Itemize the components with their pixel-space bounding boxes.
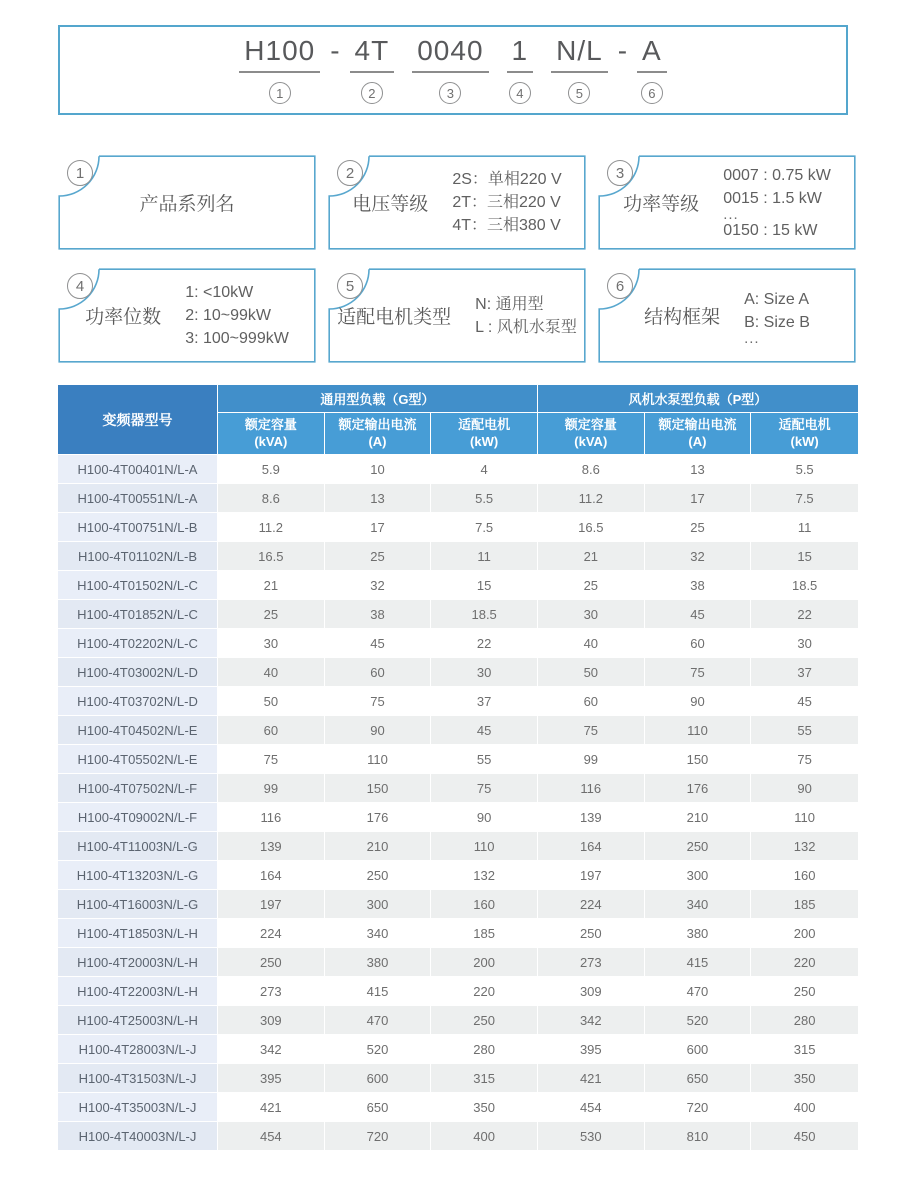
value-cell: 395: [538, 1035, 645, 1064]
value-cell: 300: [325, 890, 432, 919]
value-cell: 90: [431, 803, 538, 832]
model-cell: H100-4T11003N/L-G: [58, 832, 218, 861]
value-cell: 21: [538, 542, 645, 571]
callout-content: [332, 272, 582, 359]
circled-number-icon: 4: [67, 273, 93, 299]
value-cell: 340: [645, 890, 752, 919]
circled-number-icon: 2: [337, 160, 363, 186]
value-cell: 176: [645, 774, 752, 803]
value-cell: 720: [645, 1093, 752, 1122]
code-segment-A: [637, 36, 667, 104]
model-column-header: 变频器型号: [58, 385, 218, 455]
value-cell: 90: [645, 687, 752, 716]
model-cell: H100-4T31503N/L-J: [58, 1064, 218, 1093]
value-cell: 11: [751, 513, 858, 542]
value-cell: 395: [218, 1064, 325, 1093]
callout-content: [332, 159, 582, 246]
callout-values: [723, 164, 831, 242]
callout-content: [602, 272, 852, 359]
model-cell: H100-4T00401N/L-A: [58, 455, 218, 484]
value-cell: 5.9: [218, 455, 325, 484]
model-cell: H100-4T16003N/L-G: [58, 890, 218, 919]
value-cell: 224: [538, 890, 645, 919]
value-cell: 342: [538, 1006, 645, 1035]
value-cell: 30: [431, 658, 538, 687]
value-cell: 400: [431, 1122, 538, 1151]
value-cell: 220: [751, 948, 858, 977]
circled-number-icon: 1: [269, 82, 291, 104]
value-cell: 75: [431, 774, 538, 803]
value-cell: 45: [431, 716, 538, 745]
value-cell: 450: [751, 1122, 858, 1151]
value-cell: 139: [538, 803, 645, 832]
callout-box-2: [328, 155, 586, 250]
group-header-p: 风机水泵型负载（P型）: [538, 385, 858, 413]
model-code: [230, 36, 675, 104]
value-cell: 400: [751, 1093, 858, 1122]
callout-value: ...: [744, 330, 760, 347]
table-row: [58, 890, 858, 919]
value-cell: 18.5: [431, 600, 538, 629]
value-cell: 75: [218, 745, 325, 774]
callout-value: 2: 10~99kW: [185, 307, 272, 324]
value-cell: 470: [325, 1006, 432, 1035]
value-cell: 8.6: [538, 455, 645, 484]
value-cell: 90: [751, 774, 858, 803]
callout-value: N: 通用型: [475, 295, 544, 313]
code-segment-H100: [239, 36, 320, 104]
value-cell: 21: [218, 571, 325, 600]
table-row: [58, 1006, 858, 1035]
value-cell: 309: [538, 977, 645, 1006]
value-cell: 342: [218, 1035, 325, 1064]
model-cell: H100-4T02202N/L-C: [58, 629, 218, 658]
model-cell: H100-4T04502N/L-E: [58, 716, 218, 745]
value-cell: 38: [325, 600, 432, 629]
value-cell: 4: [431, 455, 538, 484]
value-cell: 110: [431, 832, 538, 861]
model-cell: H100-4T00751N/L-B: [58, 513, 218, 542]
value-cell: 185: [431, 919, 538, 948]
code-segment-0040: [412, 36, 488, 104]
sub-header: [218, 413, 325, 455]
callout-content: [62, 272, 312, 359]
value-cell: 45: [325, 629, 432, 658]
value-cell: 273: [538, 948, 645, 977]
spec-table: [58, 385, 858, 1151]
circled-number-icon: 3: [607, 160, 633, 186]
model-cell: H100-4T01102N/L-B: [58, 542, 218, 571]
value-cell: 454: [538, 1093, 645, 1122]
code-segment-text: 0040: [412, 36, 488, 73]
value-cell: 75: [645, 658, 752, 687]
sub-header-unit: (kW): [470, 433, 499, 449]
value-cell: 17: [325, 513, 432, 542]
value-cell: 309: [218, 1006, 325, 1035]
value-cell: 110: [325, 745, 432, 774]
callout-label: 适配电机类型: [337, 307, 452, 328]
table-row: [58, 455, 858, 484]
value-cell: 50: [218, 687, 325, 716]
value-cell: 32: [325, 571, 432, 600]
table-row: [58, 803, 858, 832]
sub-header-unit: (kVA): [254, 433, 288, 449]
value-cell: 810: [645, 1122, 752, 1151]
callout-values: [185, 281, 289, 350]
value-cell: 250: [538, 919, 645, 948]
table-row: [58, 716, 858, 745]
callout-label: 功率等级: [623, 194, 700, 215]
value-cell: 520: [325, 1035, 432, 1064]
code-segment-text: H100: [239, 36, 320, 73]
value-cell: 350: [431, 1093, 538, 1122]
value-cell: 280: [751, 1006, 858, 1035]
value-cell: 200: [751, 919, 858, 948]
callout-label: 电压等级: [352, 194, 429, 215]
value-cell: 315: [751, 1035, 858, 1064]
sub-header-name: 额定容量: [564, 416, 617, 432]
value-cell: 280: [431, 1035, 538, 1064]
value-cell: 160: [431, 890, 538, 919]
table-row: [58, 687, 858, 716]
value-cell: 13: [645, 455, 752, 484]
model-code-box: [58, 25, 848, 115]
value-cell: 75: [751, 745, 858, 774]
value-cell: 220: [431, 977, 538, 1006]
value-cell: 150: [645, 745, 752, 774]
model-cell: H100-4T25003N/L-H: [58, 1006, 218, 1035]
table-row: [58, 542, 858, 571]
callout-box-4: [58, 268, 316, 363]
sub-header-name: 适配电机: [458, 416, 511, 432]
value-cell: 13: [325, 484, 432, 513]
value-cell: 116: [538, 774, 645, 803]
model-cell: H100-4T09002N/L-F: [58, 803, 218, 832]
callout-value: 0150 : 15 kW: [723, 221, 818, 239]
value-cell: 470: [645, 977, 752, 1006]
callout-value: 2T：三相220 V: [452, 194, 561, 211]
value-cell: 16.5: [218, 542, 325, 571]
value-cell: 15: [431, 571, 538, 600]
callout-label: 产品系列名: [139, 194, 235, 215]
value-cell: 7.5: [751, 484, 858, 513]
code-segment-text: N/L: [551, 36, 608, 73]
value-cell: 530: [538, 1122, 645, 1151]
callout-value: 4T：三相380 V: [452, 217, 561, 234]
value-cell: 7.5: [431, 513, 538, 542]
value-cell: 5.5: [751, 455, 858, 484]
callout-values: [475, 293, 577, 339]
value-cell: 185: [751, 890, 858, 919]
value-cell: 200: [431, 948, 538, 977]
model-cell: H100-4T03702N/L-D: [58, 687, 218, 716]
value-cell: 45: [751, 687, 858, 716]
value-cell: 60: [538, 687, 645, 716]
model-cell: H100-4T22003N/L-H: [58, 977, 218, 1006]
table-row: [58, 1093, 858, 1122]
value-cell: 600: [645, 1035, 752, 1064]
value-cell: 160: [751, 861, 858, 890]
value-cell: 32: [645, 542, 752, 571]
sub-header: [431, 413, 538, 455]
table-row: [58, 745, 858, 774]
table-row: [58, 513, 858, 542]
callout-content: [602, 159, 852, 246]
code-segment-1: [507, 36, 534, 104]
value-cell: 250: [325, 861, 432, 890]
value-cell: 11.2: [218, 513, 325, 542]
value-cell: 110: [751, 803, 858, 832]
value-cell: 11.2: [538, 484, 645, 513]
value-cell: 250: [645, 832, 752, 861]
value-cell: 210: [645, 803, 752, 832]
callout-values: [452, 168, 561, 237]
callout-box-3: [598, 155, 856, 250]
table-row: [58, 774, 858, 803]
group-header-g: 通用型负载（G型）: [218, 385, 538, 413]
value-cell: 600: [325, 1064, 432, 1093]
table-row: [58, 1064, 858, 1093]
value-cell: 421: [538, 1064, 645, 1093]
value-cell: 110: [645, 716, 752, 745]
callout-box-6: [598, 268, 856, 363]
sub-header-name: 额定输出电流: [338, 416, 417, 432]
callout-value: 1: <10kW: [185, 284, 254, 301]
callout-value: 2S：单相220 V: [452, 171, 562, 188]
code-segment-text: 4T: [350, 36, 395, 73]
sub-header: [645, 413, 752, 455]
value-cell: 250: [431, 1006, 538, 1035]
sub-header-unit: (A): [368, 433, 387, 449]
value-cell: 60: [325, 658, 432, 687]
value-cell: 421: [218, 1093, 325, 1122]
value-cell: 250: [218, 948, 325, 977]
value-cell: 22: [751, 600, 858, 629]
value-cell: 300: [645, 861, 752, 890]
sub-header-unit: (kVA): [574, 433, 608, 449]
model-cell: H100-4T18503N/L-H: [58, 919, 218, 948]
model-cell: H100-4T35003N/L-J: [58, 1093, 218, 1122]
value-cell: 25: [325, 542, 432, 571]
value-cell: 25: [218, 600, 325, 629]
sub-header-name: 额定输出电流: [658, 416, 737, 432]
value-cell: 25: [645, 513, 752, 542]
sub-header-name: 适配电机: [778, 416, 831, 432]
table-row: [58, 571, 858, 600]
value-cell: 75: [325, 687, 432, 716]
value-cell: 10: [325, 455, 432, 484]
sub-header-name: 额定容量: [244, 416, 297, 432]
value-cell: 99: [538, 745, 645, 774]
code-separator: -: [330, 35, 340, 66]
value-cell: 5.5: [431, 484, 538, 513]
circled-number-icon: 3: [439, 82, 461, 104]
value-cell: 99: [218, 774, 325, 803]
value-cell: 340: [325, 919, 432, 948]
model-cell: H100-4T00551N/L-A: [58, 484, 218, 513]
table-row: [58, 1122, 858, 1151]
value-cell: 90: [325, 716, 432, 745]
value-cell: 176: [325, 803, 432, 832]
callout-value: L : 风机水泵型: [475, 318, 577, 336]
value-cell: 350: [751, 1064, 858, 1093]
model-cell: H100-4T01502N/L-C: [58, 571, 218, 600]
value-cell: 45: [645, 600, 752, 629]
model-cell: H100-4T01852N/L-C: [58, 600, 218, 629]
table-row: [58, 832, 858, 861]
value-cell: 132: [751, 832, 858, 861]
callout-value: 0015 : 1.5 kW: [723, 189, 822, 207]
value-cell: 37: [751, 658, 858, 687]
value-cell: 18.5: [751, 571, 858, 600]
value-cell: 315: [431, 1064, 538, 1093]
value-cell: 720: [325, 1122, 432, 1151]
value-cell: 37: [431, 687, 538, 716]
value-cell: 17: [645, 484, 752, 513]
value-cell: 116: [218, 803, 325, 832]
model-cell: H100-4T40003N/L-J: [58, 1122, 218, 1151]
model-cell: H100-4T28003N/L-J: [58, 1035, 218, 1064]
value-cell: 50: [538, 658, 645, 687]
value-cell: 380: [325, 948, 432, 977]
value-cell: 40: [218, 658, 325, 687]
value-cell: 60: [218, 716, 325, 745]
code-segment-4T: [350, 36, 395, 104]
value-cell: 38: [645, 571, 752, 600]
callout-grid: [58, 155, 856, 363]
table-row: [58, 629, 858, 658]
value-cell: 150: [325, 774, 432, 803]
value-cell: 164: [538, 832, 645, 861]
table-row: [58, 919, 858, 948]
model-cell: H100-4T13203N/L-G: [58, 861, 218, 890]
table-row: [58, 484, 858, 513]
sub-header: [751, 413, 858, 455]
value-cell: 164: [218, 861, 325, 890]
sub-header-unit: (A): [688, 433, 707, 449]
value-cell: 415: [325, 977, 432, 1006]
code-separator: -: [617, 35, 628, 66]
value-cell: 60: [645, 629, 752, 658]
circled-number-icon: 2: [361, 82, 383, 104]
callout-values: [744, 288, 810, 347]
model-cell: H100-4T07502N/L-F: [58, 774, 218, 803]
model-cell: H100-4T20003N/L-H: [58, 948, 218, 977]
value-cell: 16.5: [538, 513, 645, 542]
value-cell: 11: [431, 542, 538, 571]
table-row: [58, 658, 858, 687]
value-cell: 30: [538, 600, 645, 629]
value-cell: 650: [325, 1093, 432, 1122]
circled-number-icon: 5: [337, 273, 363, 299]
value-cell: 132: [431, 861, 538, 890]
callout-content: [62, 159, 312, 246]
value-cell: 8.6: [218, 484, 325, 513]
callout-value: ...: [723, 205, 739, 223]
callout-value: B: Size B: [744, 314, 810, 331]
model-cell: H100-4T05502N/L-E: [58, 745, 218, 774]
callout-label: 功率位数: [85, 307, 162, 328]
model-cell: H100-4T03002N/L-D: [58, 658, 218, 687]
callout-label: 结构框架: [644, 307, 721, 328]
value-cell: 15: [751, 542, 858, 571]
callout-box-5: [328, 268, 586, 363]
table-row: [58, 600, 858, 629]
sub-header-unit: (kW): [790, 433, 819, 449]
value-cell: 30: [751, 629, 858, 658]
value-cell: 454: [218, 1122, 325, 1151]
value-cell: 415: [645, 948, 752, 977]
code-segment-text: 1: [507, 36, 534, 73]
callout-box-1: [58, 155, 316, 250]
callout-value: A: Size A: [744, 291, 810, 308]
value-cell: 75: [538, 716, 645, 745]
value-cell: 55: [751, 716, 858, 745]
circled-number-icon: 6: [641, 82, 663, 104]
value-cell: 25: [538, 571, 645, 600]
circled-number-icon: 6: [607, 273, 633, 299]
value-cell: 197: [218, 890, 325, 919]
value-cell: 139: [218, 832, 325, 861]
table-row: [58, 1035, 858, 1064]
table-row: [58, 948, 858, 977]
sub-header: [538, 413, 645, 455]
value-cell: 40: [538, 629, 645, 658]
code-segment-N-L: [551, 36, 608, 104]
value-cell: 520: [645, 1006, 752, 1035]
sub-header: [325, 413, 432, 455]
table-row: [58, 861, 858, 890]
value-cell: 650: [645, 1064, 752, 1093]
value-cell: 22: [431, 629, 538, 658]
value-cell: 30: [218, 629, 325, 658]
code-segment-text: A: [637, 36, 667, 73]
circled-number-icon: 1: [67, 160, 93, 186]
table-row: [58, 977, 858, 1006]
value-cell: 273: [218, 977, 325, 1006]
callout-value: 3: 100~999kW: [185, 330, 289, 347]
circled-number-icon: 4: [509, 82, 531, 104]
value-cell: 210: [325, 832, 432, 861]
callout-value: 0007 : 0.75 kW: [723, 166, 831, 184]
value-cell: 197: [538, 861, 645, 890]
value-cell: 55: [431, 745, 538, 774]
value-cell: 250: [751, 977, 858, 1006]
value-cell: 224: [218, 919, 325, 948]
circled-number-icon: 5: [568, 82, 590, 104]
spec-table-wrapper: [58, 385, 858, 1151]
value-cell: 380: [645, 919, 752, 948]
